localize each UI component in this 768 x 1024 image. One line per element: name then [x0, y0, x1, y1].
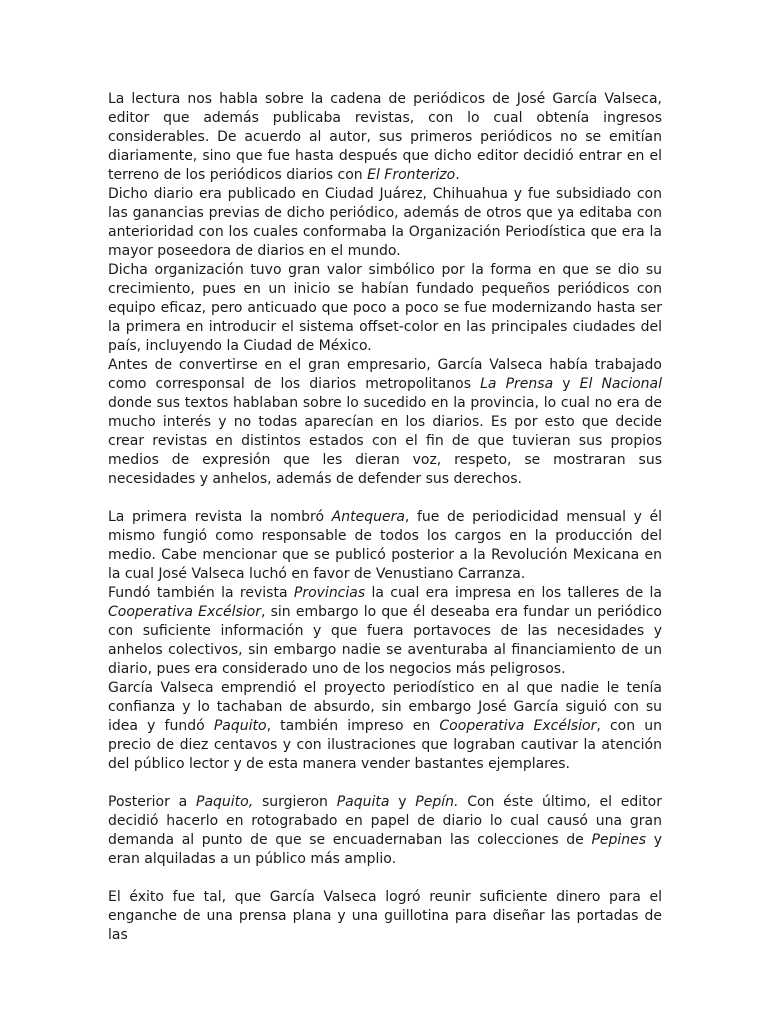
paragraph-text: Posterior a [108, 794, 196, 810]
italic-title-text: Paquito, [196, 794, 254, 810]
italic-title-text: La Prensa [480, 376, 554, 392]
paragraph-text: , también impreso en [266, 718, 440, 734]
paragraph-gap [108, 774, 662, 793]
italic-title-text: Paquito [213, 718, 267, 734]
italic-title-text: Paquita [336, 794, 390, 810]
paragraph-text: y [553, 376, 580, 392]
paragraph-gap [108, 869, 662, 888]
body-paragraph [108, 185, 662, 261]
body-paragraph [108, 679, 662, 774]
italic-title-text: Cooperativa Excélsior [108, 604, 261, 620]
body-paragraph [108, 90, 662, 185]
italic-title-text: El Nacional [579, 376, 662, 392]
paragraph-text: García Valseca emprendió el proyecto periodístico en al que nadie le tenía confianza y lo tachaban de absurdo, sin embargo José García siguió con su idea y fundó [108, 680, 662, 734]
body-paragraph [108, 356, 662, 489]
paragraph-text: La lectura nos habla sobre la cadena de periódicos de José García Valseca, editor que además publicaba revistas, con lo cual obtenía ingresos considerables. De acuerdo al autor, sus primeros periódicos no se emitían diariamente, sino que fue hasta después que dicho editor decidió entrar en el terreno de los periódicos diarios con [108, 91, 662, 183]
italic-title-text: Cooperativa Excélsior [439, 718, 597, 734]
body-paragraph [108, 888, 662, 945]
paragraph-text: Con éste último, el editor decidió hacerlo en rotograbado en papel de diario lo cual causó una gran demanda al punto de que se encuadernaban las colecciones de [108, 794, 662, 848]
italic-title-text: Antequera [331, 509, 405, 525]
paragraph-text: donde sus textos hablaban sobre lo sucedido en la provincia, lo cual no era de mucho interés y no todas aparecían en los diarios. Es por esto que decide crear revistas en distintos estados con el fin de que tuvieran sus propios medios de expresión que les dieran voz, respeto, se mostraran sus necesidades y anhelos, además de defender sus derechos. [108, 395, 662, 487]
paragraph-text: . [455, 167, 460, 183]
paragraph-text: surgieron [253, 794, 337, 810]
paragraph-text: y eran alquiladas a un público más amplio. [108, 832, 662, 867]
paragraph-text: Fundó también la revista [108, 585, 294, 601]
italic-title-text: Pepines [591, 832, 647, 848]
body-paragraph [108, 508, 662, 584]
body-paragraph [108, 584, 662, 679]
paragraph-text: , sin embargo lo que él deseaba era fundar un periódico con suficiente información y que fuera portavoces de las necesidades y anhelos colectivos, sin embargo nadie se aventuraba al financiamiento de un diario, pues era considerado uno de los negocios más peligrosos. [108, 604, 662, 677]
paragraph-text: Dicho diario era publicado en Ciudad Juárez, Chihuahua y fue subsidiado con las ganancias previas de dicho periódico, además de otros que ya editaba con anterioridad con los cuales conformaba la Organización Periodística que era la mayor poseedora de diarios en el mundo. [108, 186, 662, 259]
paragraph-text: El éxito fue tal, que García Valseca logró reunir suficiente dinero para el enganche de una prensa plana y una guillotina para diseñar las portadas de las [108, 889, 662, 943]
italic-title-text: Pepín. [415, 794, 459, 810]
paragraph-gap [108, 489, 662, 508]
paragraph-text: y [389, 794, 416, 810]
paragraph-text: Dicha organización tuvo gran valor simbólico por la forma en que se dio su crecimiento, pues en un inicio se habían fundado pequeños periódicos con equipo eficaz, pero anticuado que poco a poco se fue modernizando hasta ser la primera en introducir el sistema offset-color en las principales ciudades del país, incluyendo la Ciudad de México. [108, 262, 662, 354]
paragraph-text: , con un precio de diez centavos y con ilustraciones que lograban cautivar la atención del público lector y de esta manera vender bastantes ejemplares. [108, 718, 663, 772]
paragraph-text: Antes de convertirse en el gran empresario, García Valseca había trabajado como corresponsal de los diarios metropolitanos [108, 357, 662, 392]
paragraph-text: , fue de periodicidad mensual y él mismo fungió como responsable de todos los cargos en la producción del medio. Cabe mencionar que se publicó posterior a la Revolución Mexicana en la cual José Valseca luchó en favor de Venustiano Carranza. [108, 509, 662, 582]
paragraph-text: La primera revista la nombró [108, 509, 332, 525]
body-paragraph [108, 793, 662, 869]
body-paragraph [108, 261, 662, 356]
italic-title-text: Provincias [293, 585, 366, 601]
paragraph-text: la cual era impresa en los talleres de la [365, 585, 662, 601]
italic-title-text: El Fronterizo [367, 167, 456, 183]
